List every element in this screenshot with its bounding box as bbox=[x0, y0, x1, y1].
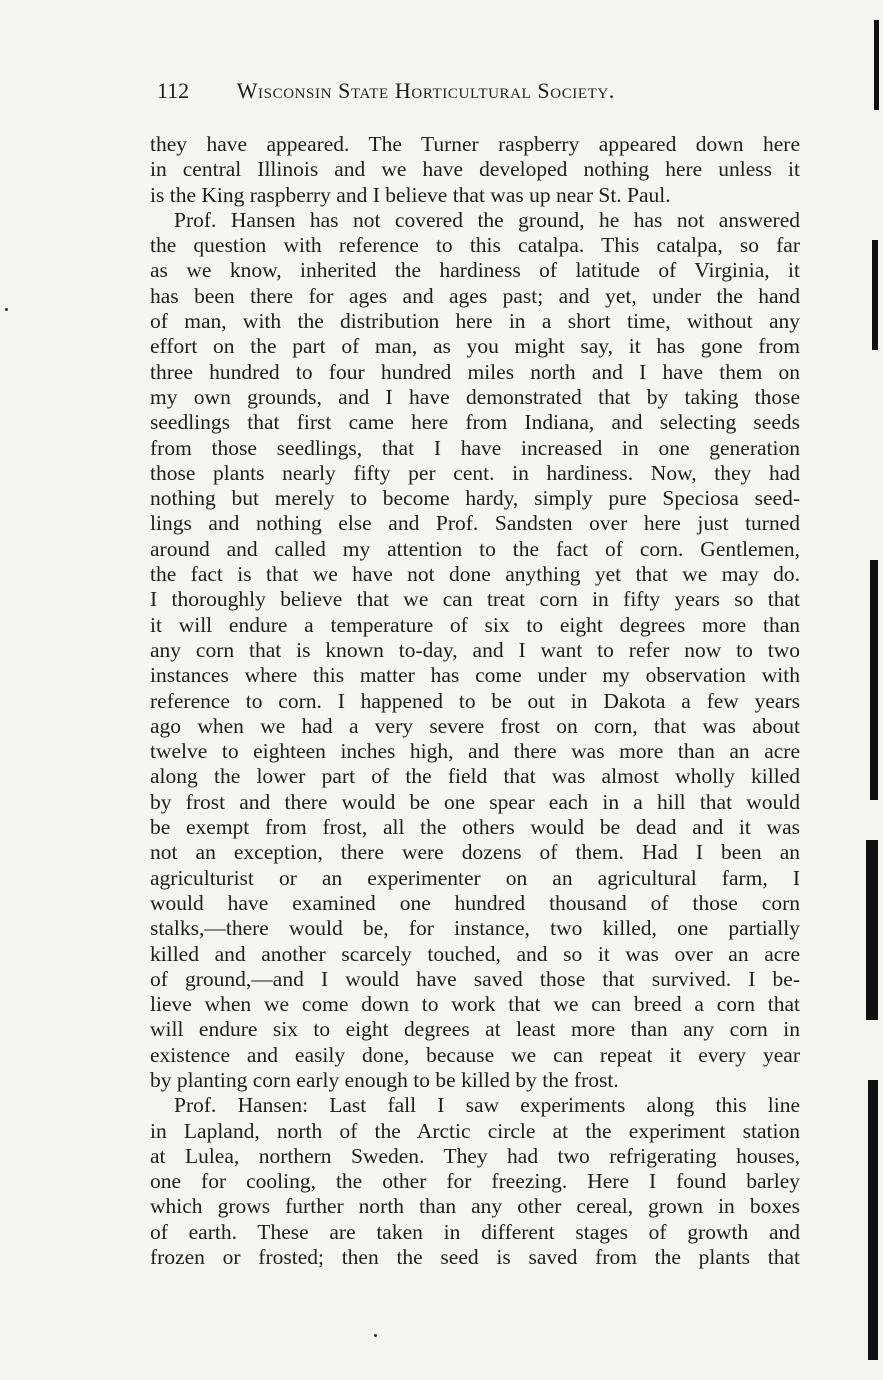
text-line: agriculturist or an experimenter on an agricultural farm, I bbox=[150, 865, 800, 890]
scan-edge-mark bbox=[866, 840, 878, 1020]
text-line: which grows further north than any other cereal, grown in boxes bbox=[150, 1194, 800, 1219]
text-line: frozen or frosted; then the seed is saved from the plants that bbox=[150, 1245, 800, 1270]
text-line: twelve to eighteen inches high, and there was more than an acre bbox=[150, 739, 800, 764]
text-line: be exempt from frost, all the others would be dead and it was bbox=[150, 815, 800, 840]
text-line: it will endure a temperature of six to eight degrees more than bbox=[150, 612, 800, 637]
text-line: reference to corn. I happened to be out in Dakota a few years bbox=[150, 688, 800, 713]
text-line: along the lower part of the field that was almost wholly killed bbox=[150, 764, 800, 789]
text-line: would have examined one hundred thousand of those corn bbox=[150, 890, 800, 915]
text-line: in Lapland, north of the Arctic circle at the experiment station bbox=[150, 1118, 800, 1143]
text-line: ago when we had a very severe frost on corn, that was about bbox=[150, 713, 800, 738]
text-line: stalks,—there would be, for instance, two killed, one partially bbox=[150, 916, 800, 941]
text-line: any corn that is known to-day, and I want to refer now to two bbox=[150, 637, 800, 662]
text-line: around and called my attention to the fact of corn. Gentlemen, bbox=[150, 536, 800, 561]
text-line: not an exception, there were dozens of them. Had I been an bbox=[150, 840, 800, 865]
text-line: lieve when we come down to work that we can breed a corn that bbox=[150, 992, 800, 1017]
text-line: nothing but merely to become hardy, simply pure Speciosa seed- bbox=[150, 486, 800, 511]
text-line: as we know, inherited the hardiness of latitude of Virginia, it bbox=[150, 258, 800, 283]
text-line: lings and nothing else and Prof. Sandsten over here just turned bbox=[150, 511, 800, 536]
text-line: three hundred to four hundred miles north and I have them on bbox=[150, 359, 800, 384]
body-text bbox=[150, 132, 800, 1270]
running-header bbox=[157, 78, 717, 104]
text-line: by frost and there would be one spear each in a hill that would bbox=[150, 789, 800, 814]
text-line: at Lulea, northern Sweden. They had two refrigerating houses, bbox=[150, 1143, 800, 1168]
text-line: those plants nearly fifty per cent. in hardiness. Now, they had bbox=[150, 460, 800, 485]
text-line: of ground,—and I would have saved those that survived. I be- bbox=[150, 966, 800, 991]
text-line: Prof. Hansen: Last fall I saw experiments along this line bbox=[174, 1093, 800, 1118]
text-line: of earth. These are taken in different stages of growth and bbox=[150, 1219, 800, 1244]
page-number: 112 bbox=[157, 78, 190, 103]
text-line: Prof. Hansen has not covered the ground, he has not answered bbox=[174, 207, 800, 232]
text-line: by planting corn early enough to be killed by the frost. bbox=[150, 1067, 619, 1092]
text-line: the question with reference to this catalpa. This catalpa, so far bbox=[150, 233, 800, 258]
scan-edge-mark bbox=[874, 20, 879, 110]
text-line: is the King raspberry and I believe that was up near St. Paul. bbox=[150, 182, 671, 207]
running-title: Wisconsin State Horticultural Society. bbox=[236, 78, 615, 103]
text-line: in central Illinois and we have developed nothing here unless it bbox=[150, 157, 800, 182]
scan-speck bbox=[5, 308, 8, 311]
scan-edge-mark bbox=[870, 560, 878, 800]
text-line: one for cooling, the other for freezing. Here I found barley bbox=[150, 1169, 800, 1194]
text-line: instances where this matter has come under my observation with bbox=[150, 663, 800, 688]
text-line: seedlings that first came here from Indiana, and selecting seeds bbox=[150, 410, 800, 435]
text-line: has been there for ages and ages past; and yet, under the hand bbox=[150, 283, 800, 308]
text-line: killed and another scarcely touched, and so it was over an acre bbox=[150, 941, 800, 966]
text-line: the fact is that we have not done anything yet that we may do. bbox=[150, 562, 800, 587]
text-line: they have appeared. The Turner raspberry appeared down here bbox=[150, 132, 800, 156]
scan-edge-mark bbox=[872, 240, 878, 350]
text-line: existence and easily done, because we can repeat it every year bbox=[150, 1042, 800, 1067]
text-line: from those seedlings, that I have increased in one generation bbox=[150, 435, 800, 460]
scan-speck bbox=[374, 1334, 377, 1337]
scan-edge-mark bbox=[868, 1080, 878, 1360]
text-line: effort on the part of man, as you might say, it has gone from bbox=[150, 334, 800, 359]
text-line: will endure six to eight degrees at least more than any corn in bbox=[150, 1017, 800, 1042]
text-line: my own grounds, and I have demonstrated that by taking those bbox=[150, 384, 800, 409]
text-line: I thoroughly believe that we can treat corn in fifty years so that bbox=[150, 587, 800, 612]
text-line: of man, with the distribution here in a short time, without any bbox=[150, 309, 800, 334]
